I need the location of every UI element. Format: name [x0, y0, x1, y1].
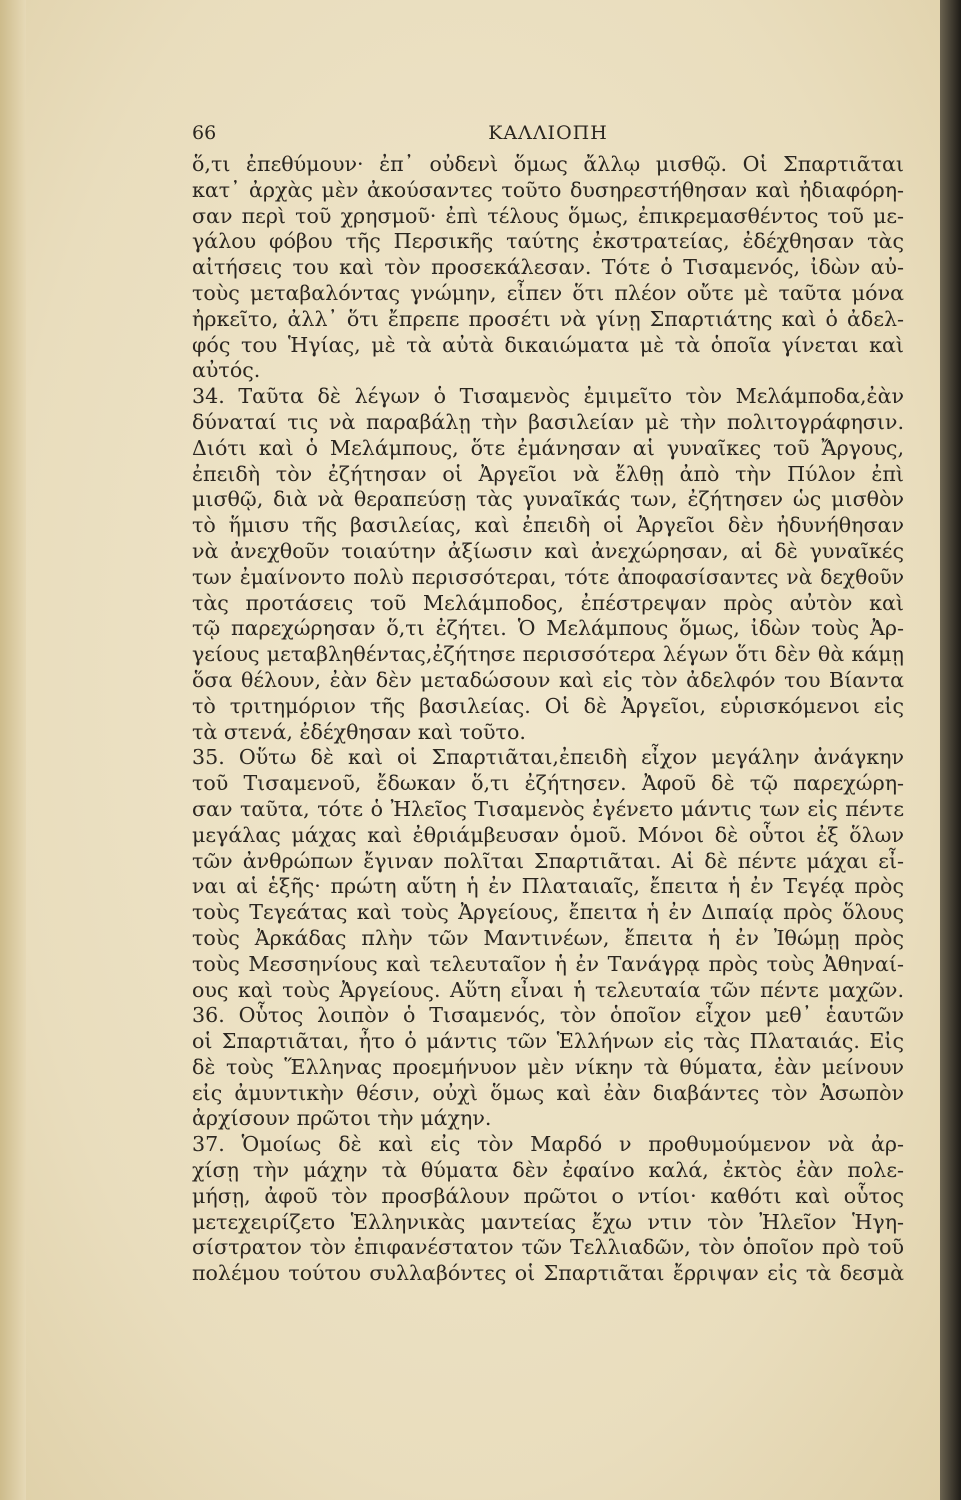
text-line: τὰς προτάσεις τοῦ Μελάμποδος, ἐπέστρεψαν πρὸς αὐτὸν καὶ	[192, 590, 904, 615]
text-line: ἠρκεῖτο, ἀλλ᾿ ὅτι ἔπρεπε προσέτι νὰ γίνῃ Σπαρτιάτης καὶ ὁ ἀδελ-	[192, 306, 904, 331]
text-line: τοὺς μεταβαλόντας γνώμην, εἶπεν ὅτι πλέον οὔτε μὲ ταῦτα μόνα	[192, 280, 904, 305]
text-line: 35. Οὕτω δὲ καὶ οἱ Σπαρτιᾶται,ἐπειδὴ εἶχον μεγάλην ἀνάγκην	[192, 745, 904, 770]
text-line: ους καὶ τοὺς Ἀργείους. Αὕτη εἶναι ἡ τελευταία τῶν πέντε μαχῶν.	[192, 977, 904, 1002]
text-line: τοὺς Ἀρκάδας πλὴν τῶν Μαντινέων, ἔπειτα ἡ ἐν Ἰθώμῃ πρὸς	[192, 925, 904, 950]
text-line: δύναταί τις νὰ παραβάλῃ τὴν βασιλείαν μὲ τὴν πολιτογράφησιν.	[192, 409, 904, 434]
text-line: τῶν ἀνθρώπων ἔγιναν πολῖται Σπαρτιᾶται. Αἱ δὲ πέντε μάχαι εἶ-	[192, 848, 904, 873]
page-header	[192, 116, 904, 150]
text-line: σαν περὶ τοῦ χρησμοῦ· ἐπὶ τέλους ὅμως, ἐπικρεμασθέντος τοῦ με-	[192, 203, 904, 228]
text-line: γείους μεταβληθέντας,ἐζήτησε περισσότερα λέγων ὅτι δὲν θὰ κάμῃ	[192, 642, 904, 667]
text-line: ναι αἱ ἑξῆς· πρώτη αὕτη ἡ ἐν Πλαταιαῖς, ἔπειτα ἡ ἐν Τεγέᾳ πρὸς	[192, 874, 904, 899]
book-edge	[940, 0, 961, 1500]
text-line: ὅσα θέλουν, ἐὰν δὲν μεταδώσουν καὶ εἰς τὸν ἀδελφόν του Βίαντα	[192, 667, 904, 692]
text-line: γάλου φόβου τῆς Περσικῆς ταύτης ἐκστρατείας, ἐδέχθησαν τὰς	[192, 229, 904, 254]
text-line: ἀρχίσουν πρῶτοι τὴν μάχην.	[192, 1106, 492, 1131]
text-line: τοὺς Μεσσηνίους καὶ τελευταῖον ἡ ἐν Τανάγρᾳ πρὸς τοὺς Ἀθηναί-	[192, 951, 904, 976]
text-line: κατ᾿ ἀρχὰς μὲν ἀκούσαντες τοῦτο δυσηρεστήθησαν καὶ ἠδιαφόρη-	[192, 177, 904, 202]
text-line: οἱ Σπαρτιᾶται, ἦτο ὁ μάντις τῶν Ἑλλήνων εἰς τὰς Πλαταιάς. Εἰς	[192, 1029, 904, 1054]
page-number: 66	[192, 122, 217, 144]
text-line: πολέμου τούτου συλλαβόντες οἱ Σπαρτιᾶται ἔρριψαν εἰς τὰ δεσμὰ	[192, 1261, 904, 1286]
text-line: 36. Οὗτος λοιπὸν ὁ Τισαμενός, τὸν ὁποῖον εἶχον μεθ᾿ ἑαυτῶν	[192, 1003, 904, 1028]
running-title: ΚΑΛΛΙΟΠΗ	[488, 122, 608, 144]
text-line: τῷ παρεχώρησαν ὅ,τι ἐζήτει. Ὁ Μελάμπους ὅμως, ἰδὼν τοὺς Ἀρ-	[192, 616, 904, 641]
text-line: τὸ τριτημόριον τῆς βασιλείας. Οἱ δὲ Ἀργεῖοι, εὑρισκόμενοι εἰς	[192, 693, 904, 718]
text-line: σαν ταῦτα, τότε ὁ Ἠλεῖος Τισαμενὸς ἐγένετο μάντις των εἰς πέντε	[192, 796, 904, 821]
text-line: νὰ ἀνεχθοῦν τοιαύτην ἀξίωσιν καὶ ἀνεχώρησαν, αἱ δὲ γυναῖκές	[192, 538, 904, 563]
text-line: τὸ ἥμισυ τῆς βασιλείας, καὶ ἐπειδὴ οἱ Ἀργεῖοι δὲν ἠδυνήθησαν	[192, 513, 904, 538]
text-line: φός του Ἡγίας, μὲ τὰ αὐτὰ δικαιώματα μὲ τὰ ὁποῖα γίνεται καὶ	[192, 332, 904, 357]
text-line: μήσῃ, ἀφοῦ τὸν προσβάλουν πρῶτοι ο ντίοι· καθότι καὶ οὗτος	[192, 1183, 904, 1208]
body-text	[192, 152, 904, 1287]
text-line: τοῦ Τισαμενοῦ, ἔδωκαν ὅ,τι ἐζήτησεν. Ἀφοῦ δὲ τῷ παρεχώρη-	[192, 771, 904, 796]
text-line: των ἐμαίνοντο πολὺ περισσότεραι, τότε ἀποφασίσαντες νὰ δεχθοῦν	[192, 564, 904, 589]
text-line: 37. Ὁμοίως δὲ καὶ εἰς τὸν Μαρδό ν προθυμούμενον νὰ ἀρ-	[192, 1132, 904, 1157]
text-line: αὐτός.	[192, 358, 261, 383]
text-line: αἰτήσεις του καὶ τὸν προσεκάλεσαν. Τότε ὁ Τισαμενός, ἰδὼν αὐ-	[192, 255, 904, 280]
text-line: Διότι καὶ ὁ Μελάμπους, ὅτε ἐμάνησαν αἱ γυναῖκες τοῦ Ἄργους,	[192, 435, 904, 460]
text-line: ὅ,τι ἐπεθύμουν· ἐπ᾿ οὐδενὶ ὅμως ἄλλῳ μισθῷ. Οἱ Σπαρτιᾶται	[192, 152, 904, 176]
text-line: τοὺς Τεγεάτας καὶ τοὺς Ἀργείους, ἔπειτα ἡ ἐν Διπαίᾳ πρὸς ὅλους	[192, 900, 904, 925]
text-line: εἰς ἀμυντικὴν θέσιν, οὐχὶ ὅμως καὶ ἐὰν διαβάντες τὸν Ἀσωπὸν	[192, 1080, 904, 1105]
text-line: μισθῷ, διὰ νὰ θεραπεύσῃ τὰς γυναῖκάς των, ἐζήτησεν ὡς μισθὸν	[192, 487, 904, 512]
text-line: ἐπειδὴ τὸν ἐζήτησαν οἱ Ἀργεῖοι νὰ ἔλθῃ ἀπὸ τὴν Πύλον ἐπὶ	[192, 461, 904, 486]
text-line: μεγάλας μάχας καὶ ἐθριάμβευσαν ὁμοῦ. Μόνοι δὲ οὗτοι ἐξ ὅλων	[192, 822, 904, 847]
text-line: δὲ τοὺς Ἕλληνας προεμήνυον μὲν νίκην τὰ θύματα, ἐὰν μείνουν	[192, 1054, 904, 1079]
page-gutter	[0, 0, 26, 1500]
text-line: σίστρατον τὸν ἐπιφανέστατον τῶν Τελλιαδῶν, τὸν ὁποῖον πρὸ τοῦ	[192, 1235, 904, 1260]
text-line: μετεχειρίζετο Ἑλληνικὰς μαντείας ἔχω ντιν τὸν Ἠλεῖον Ἡγη-	[192, 1209, 904, 1234]
text-line: τὰ στενά, ἐδέχθησαν καὶ τοῦτο.	[192, 719, 526, 744]
text-line: 34. Ταῦτα δὲ λέγων ὁ Τισαμενὸς ἐμιμεῖτο τὸν Μελάμποδα,ἐὰν	[192, 384, 904, 409]
text-line: χίσῃ τὴν μάχην τὰ θύματα δὲν ἐφαίνο καλά, ἐκτὸς ἐὰν πολε-	[192, 1158, 904, 1183]
